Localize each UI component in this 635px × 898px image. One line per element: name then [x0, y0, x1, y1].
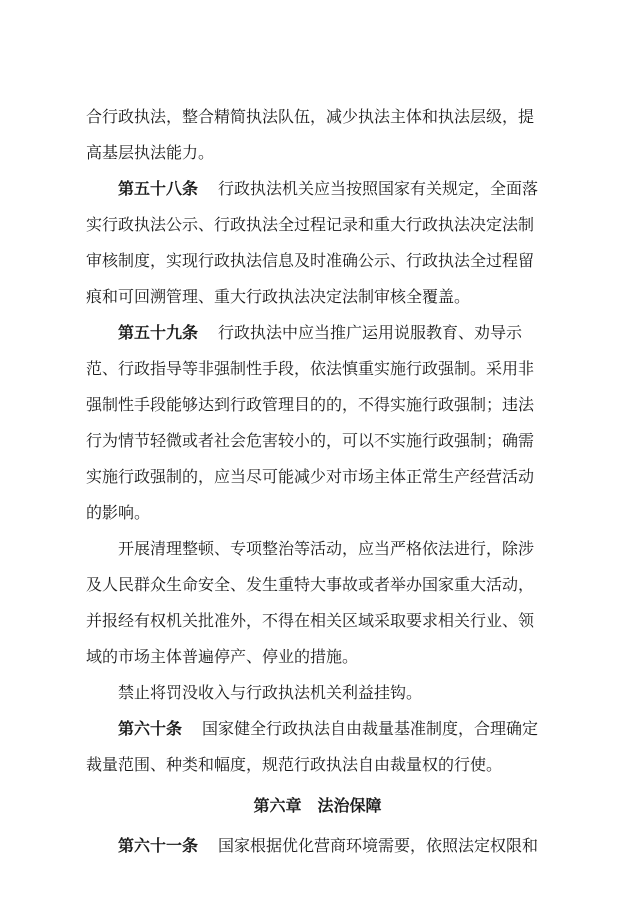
- paragraph-line: 裁量范围、种类和幅度，规范行政执法自由裁量权的行使。: [86, 755, 503, 774]
- paragraph-line: 域的市场主体普遍停产、停业的措施。: [86, 647, 359, 666]
- article-60-line: [118, 719, 538, 739]
- paragraph-line: 合行政执法，整合精简执法队伍，减少执法主体和执法层级，提: [86, 107, 535, 126]
- article-label: 第六十一条: [118, 836, 199, 855]
- paragraph-line: 行为情节轻微或者社会危害较小的，可以不实施行政强制；确需: [86, 431, 535, 450]
- paragraph-line: 实行政执法公示、行政执法全过程记录和重大行政执法决定法制: [86, 215, 535, 234]
- paragraph-line: 审核制度，实现行政执法信息及时准确公示、行政执法全过程留: [86, 251, 535, 270]
- chapter-heading: 第六章 法治保障: [253, 796, 382, 815]
- paragraph-line: 痕和可回溯管理、重大行政执法决定法制审核全覆盖。: [86, 287, 471, 306]
- article-text: 国家健全行政执法自由裁量基准制度，合理确定: [202, 719, 539, 738]
- paragraph-line: 实施行政强制的，应当尽可能减少对市场主体正常生产经营活动: [86, 467, 535, 486]
- article-61-line: [118, 836, 538, 856]
- article-58-line: [118, 179, 538, 199]
- paragraph-line: 开展清理整顿、专项整治等活动，应当严格依法进行，除涉: [118, 539, 535, 558]
- article-text: 国家根据优化营商环境需要，依照法定权限和: [218, 836, 539, 855]
- article-text: 行政执法机关应当按照国家有关规定，全面落: [218, 179, 539, 198]
- paragraph-line: 范、行政指导等非强制性手段，依法慎重实施行政强制。采用非: [86, 359, 535, 378]
- paragraph-line: 禁止将罚没收入与行政执法机关利益挂钩。: [118, 683, 423, 702]
- paragraph-line: 并报经有权机关批准外，不得在相关区域采取要求相关行业、领: [86, 611, 535, 630]
- paragraph-line: 的影响。: [86, 503, 151, 522]
- paragraph-line: 强制性手段能够达到行政管理目的的，不得实施行政强制；违法: [86, 395, 535, 414]
- paragraph-line: 高基层执法能力。: [86, 143, 215, 162]
- article-label: 第六十条: [118, 719, 183, 738]
- article-label: 第五十八条: [118, 179, 199, 198]
- article-text: 行政执法中应当推广运用说服教育、劝导示: [218, 323, 523, 342]
- article-59-line: [118, 323, 522, 343]
- paragraph-line: 及人民群众生命安全、发生重特大事故或者举办国家重大活动，: [86, 575, 535, 594]
- article-label: 第五十九条: [118, 323, 199, 342]
